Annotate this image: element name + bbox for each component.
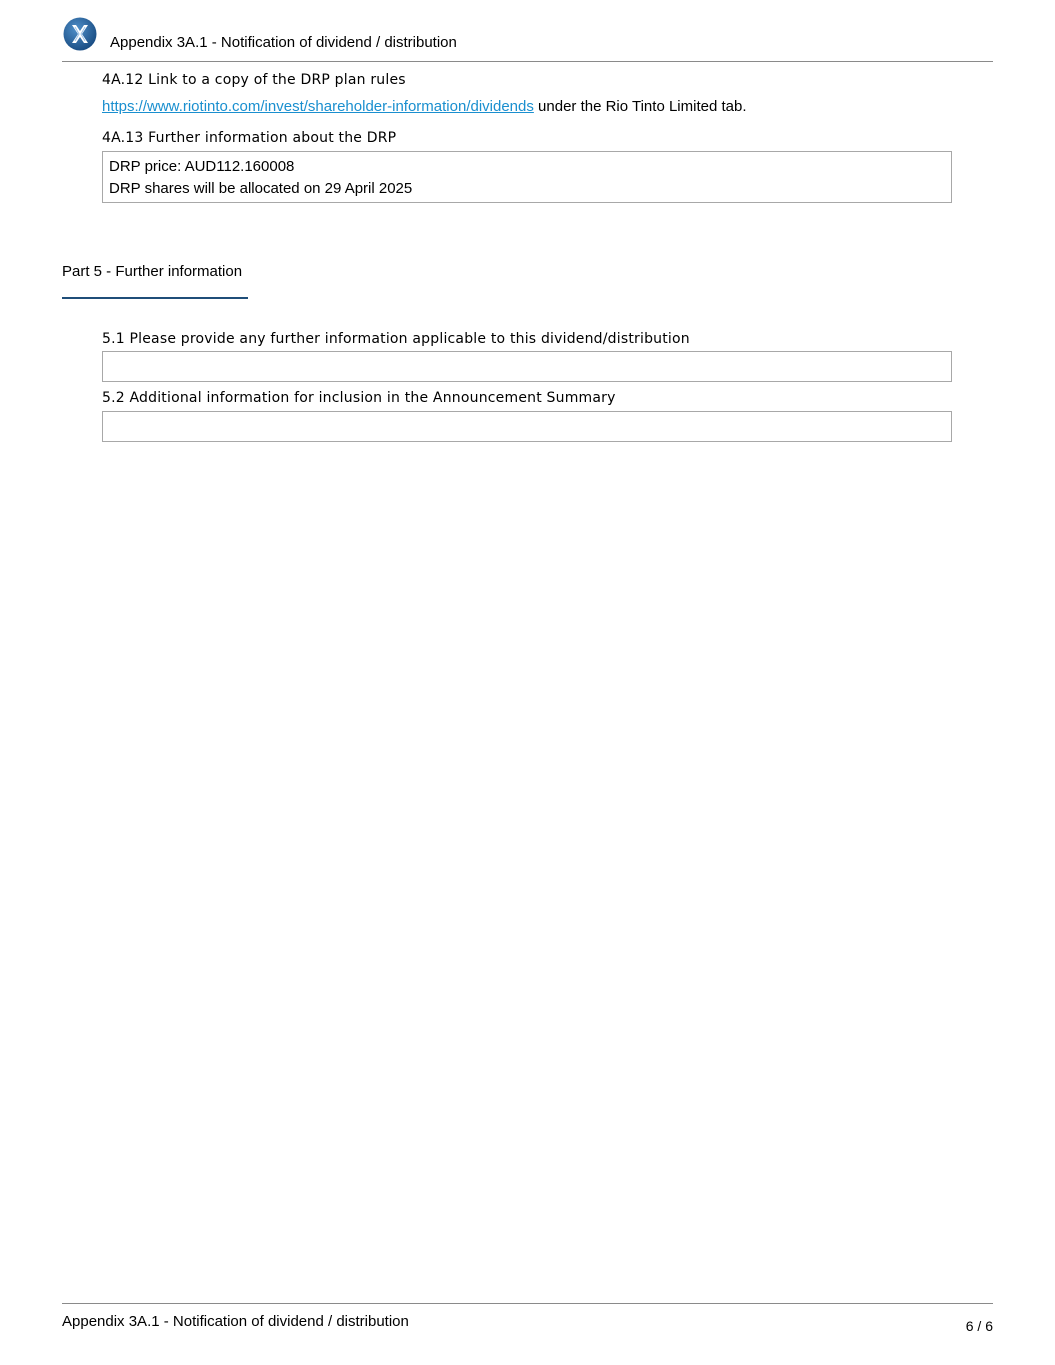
drp-further-info-label: 4A.13 Further information about the DRP [102,130,397,146]
q5-1-value-box [102,351,952,382]
drp-rules-link-suffix: under the Rio Tinto Limited tab. [533,98,747,115]
drp-further-info-box [102,151,952,203]
drp-price-text: DRP price: AUD112.160008 [109,158,295,175]
page-number: 6 / 6 [965,1318,993,1334]
drp-rules-link[interactable]: https://www.riotinto.com/invest/shareholder-information/dividends [102,98,534,115]
asx-logo-icon [63,17,97,51]
q5-1-label: 5.1 Please provide any further information applicable to this dividend/distribution [102,331,690,347]
header-divider [62,61,993,62]
part5-title: Part 5 - Further information [62,263,243,280]
drp-allocation-text: DRP shares will be allocated on 29 April 2025 [109,180,413,197]
drp-rules-link-line [102,98,747,116]
drp-rules-link-label: 4A.12 Link to a copy of the DRP plan rules [102,72,406,88]
footer-divider [62,1303,993,1304]
q5-2-label: 5.2 Additional information for inclusion in the Announcement Summary [102,390,616,406]
footer-title: Appendix 3A.1 - Notification of dividend / distribution [62,1313,409,1330]
q5-2-value-box [102,411,952,442]
header-title: Appendix 3A.1 - Notification of dividend / distribution [110,34,457,51]
part5-title-underline [62,297,248,299]
